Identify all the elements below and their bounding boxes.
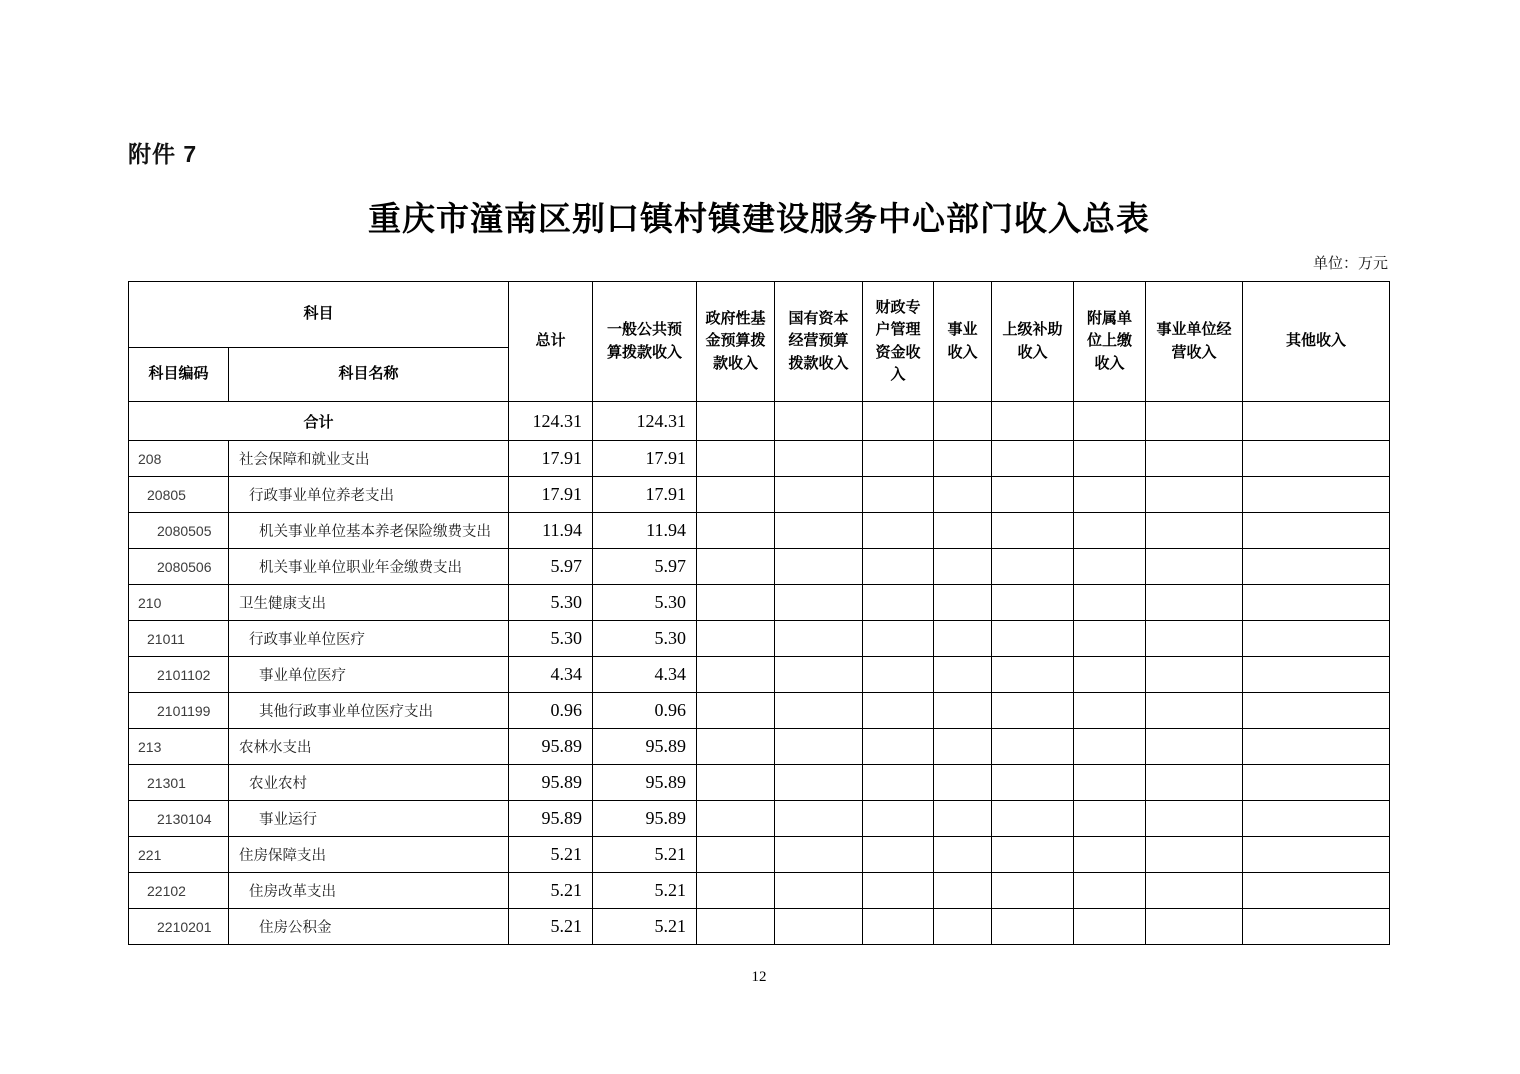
value-cell-0: 5.21 [509,873,593,909]
value-cell-5 [934,477,992,513]
value-cell-4 [863,873,934,909]
value-cell-2 [697,801,775,837]
value-cell-2 [697,585,775,621]
value-cell-1: 4.34 [593,657,697,693]
subject-code-cell: 2101102 [129,657,229,693]
value-cell-6 [992,693,1074,729]
value-cell-1: 95.89 [593,765,697,801]
value-cell-9 [1243,873,1390,909]
header-col-govt-fund-budget: 政府性基金预算拨款收入 [697,282,775,402]
value-cell-1: 11.94 [593,513,697,549]
value-cell-4 [863,765,934,801]
table-row [129,837,1390,873]
page-number: 12 [751,969,767,985]
value-cell-2 [697,477,775,513]
value-cell-9 [1243,513,1390,549]
value-cell-3 [775,513,863,549]
value-cell-2 [697,837,775,873]
value-cell-5 [934,765,992,801]
value-cell-5 [934,801,992,837]
value-cell-7 [1074,873,1146,909]
total-value-cell-8 [1146,402,1243,441]
subject-code-cell: 210 [129,585,229,621]
value-cell-0: 95.89 [509,801,593,837]
value-cell-0: 5.21 [509,837,593,873]
value-cell-6 [992,657,1074,693]
total-row-label: 合计 [129,402,509,441]
value-cell-2 [697,513,775,549]
value-cell-4 [863,441,934,477]
value-cell-2 [697,621,775,657]
table-row [129,477,1390,513]
value-cell-4 [863,837,934,873]
value-cell-1: 0.96 [593,693,697,729]
value-cell-1: 95.89 [593,801,697,837]
value-cell-2 [697,729,775,765]
subject-name-cell: 住房保障支出 [229,837,509,873]
value-cell-6 [992,477,1074,513]
value-cell-8 [1146,621,1243,657]
value-cell-9 [1243,765,1390,801]
value-cell-6 [992,765,1074,801]
table-row [129,909,1390,945]
header-subject-name: 科目名称 [229,348,509,402]
unit-note: 单位：万元 [1312,256,1388,272]
table-row [129,873,1390,909]
header-col-operating-income: 事业收入 [934,282,992,402]
value-cell-5 [934,837,992,873]
value-cell-1: 5.21 [593,837,697,873]
header-col-fiscal-account-funds: 财政专户管理资金收入 [863,282,934,402]
value-cell-9 [1243,441,1390,477]
value-cell-0: 0.96 [509,693,593,729]
subject-code-cell: 2210201 [129,909,229,945]
subject-name-cell: 机关事业单位职业年金缴费支出 [229,549,509,585]
value-cell-8 [1146,801,1243,837]
value-cell-9 [1243,657,1390,693]
value-cell-5 [934,585,992,621]
value-cell-7 [1074,621,1146,657]
value-cell-9 [1243,477,1390,513]
header-col-general-public-budget: 一般公共预算拨款收入 [593,282,697,402]
table-row [129,765,1390,801]
table-row [129,657,1390,693]
subject-code-cell: 213 [129,729,229,765]
subject-code-cell: 20805 [129,477,229,513]
value-cell-5 [934,693,992,729]
value-cell-3 [775,621,863,657]
value-cell-3 [775,873,863,909]
value-cell-7 [1074,909,1146,945]
value-cell-3 [775,801,863,837]
value-cell-4 [863,657,934,693]
value-cell-8 [1146,909,1243,945]
value-cell-1: 95.89 [593,729,697,765]
value-cell-8 [1146,765,1243,801]
value-cell-1: 5.21 [593,873,697,909]
value-cell-5 [934,621,992,657]
value-cell-9 [1243,837,1390,873]
subject-name-cell: 农林水支出 [229,729,509,765]
total-value-cell-6 [992,402,1074,441]
value-cell-2 [697,765,775,801]
value-cell-7 [1074,765,1146,801]
table-row [129,801,1390,837]
attachment-label: 附件 7 [128,141,198,167]
table-row [129,513,1390,549]
value-cell-4 [863,549,934,585]
subject-code-cell: 221 [129,837,229,873]
subject-name-cell: 社会保障和就业支出 [229,441,509,477]
value-cell-3 [775,585,863,621]
value-cell-7 [1074,477,1146,513]
value-cell-7 [1074,801,1146,837]
value-cell-0: 11.94 [509,513,593,549]
value-cell-2 [697,657,775,693]
value-cell-3 [775,657,863,693]
header-row-top [129,282,1390,348]
value-cell-5 [934,513,992,549]
value-cell-9 [1243,909,1390,945]
header-col-other-income: 其他收入 [1243,282,1390,402]
value-cell-0: 17.91 [509,477,593,513]
value-cell-8 [1146,837,1243,873]
table-row [129,729,1390,765]
value-cell-2 [697,873,775,909]
value-cell-8 [1146,585,1243,621]
value-cell-6 [992,729,1074,765]
value-cell-7 [1074,693,1146,729]
value-cell-7 [1074,549,1146,585]
subject-name-cell: 行政事业单位养老支出 [229,477,509,513]
value-cell-8 [1146,549,1243,585]
header-subject-code: 科目编码 [129,348,229,402]
value-cell-1: 5.97 [593,549,697,585]
value-cell-8 [1146,657,1243,693]
total-value-cell-5 [934,402,992,441]
value-cell-9 [1243,729,1390,765]
value-cell-3 [775,693,863,729]
value-cell-8 [1146,873,1243,909]
value-cell-0: 4.34 [509,657,593,693]
header-subject: 科目 [129,282,509,348]
table-row [129,441,1390,477]
value-cell-3 [775,837,863,873]
value-cell-5 [934,441,992,477]
table-row [129,549,1390,585]
value-cell-3 [775,729,863,765]
total-value-cell-1: 124.31 [593,402,697,441]
subject-name-cell: 住房公积金 [229,909,509,945]
value-cell-5 [934,909,992,945]
value-cell-3 [775,549,863,585]
value-cell-8 [1146,477,1243,513]
total-value-cell-0: 124.31 [509,402,593,441]
value-cell-3 [775,909,863,945]
value-cell-1: 5.30 [593,621,697,657]
value-cell-0: 95.89 [509,729,593,765]
value-cell-7 [1074,513,1146,549]
value-cell-1: 17.91 [593,477,697,513]
value-cell-6 [992,585,1074,621]
value-cell-8 [1146,513,1243,549]
value-cell-0: 5.30 [509,585,593,621]
subject-code-cell: 21301 [129,765,229,801]
subject-code-cell: 208 [129,441,229,477]
subject-code-cell: 2080506 [129,549,229,585]
value-cell-2 [697,909,775,945]
value-cell-7 [1074,585,1146,621]
value-cell-9 [1243,585,1390,621]
total-value-cell-4 [863,402,934,441]
value-cell-6 [992,837,1074,873]
value-cell-9 [1243,621,1390,657]
value-cell-0: 5.30 [509,621,593,657]
value-cell-4 [863,477,934,513]
total-value-cell-2 [697,402,775,441]
value-cell-8 [1146,693,1243,729]
subject-name-cell: 事业运行 [229,801,509,837]
value-cell-5 [934,729,992,765]
value-cell-9 [1243,693,1390,729]
value-cell-1: 5.30 [593,585,697,621]
value-cell-6 [992,909,1074,945]
value-cell-3 [775,477,863,513]
value-cell-4 [863,693,934,729]
value-cell-7 [1074,837,1146,873]
value-cell-4 [863,513,934,549]
document-sheet [128,136,1390,986]
table-row [129,693,1390,729]
value-cell-4 [863,729,934,765]
subject-name-cell: 行政事业单位医疗 [229,621,509,657]
subject-name-cell: 事业单位医疗 [229,657,509,693]
value-cell-4 [863,621,934,657]
value-cell-0: 17.91 [509,441,593,477]
header-col-subordinate-remit: 附属单位上缴收入 [1074,282,1146,402]
table-header [129,282,1390,402]
value-cell-6 [992,441,1074,477]
subject-code-cell: 21011 [129,621,229,657]
subject-name-cell: 卫生健康支出 [229,585,509,621]
subject-name-cell: 机关事业单位基本养老保险缴费支出 [229,513,509,549]
value-cell-9 [1243,801,1390,837]
value-cell-5 [934,549,992,585]
value-cell-6 [992,873,1074,909]
subject-name-cell: 住房改革支出 [229,873,509,909]
subject-code-cell: 22102 [129,873,229,909]
value-cell-2 [697,549,775,585]
value-cell-8 [1146,441,1243,477]
value-cell-6 [992,513,1074,549]
value-cell-0: 5.21 [509,909,593,945]
table-body [129,402,1390,945]
value-cell-5 [934,657,992,693]
subject-name-cell: 其他行政事业单位医疗支出 [229,693,509,729]
header-col-business-operating: 事业单位经营收入 [1146,282,1243,402]
income-summary-table [128,281,1390,945]
header-col-state-capital-budget: 国有资本经营预算拨款收入 [775,282,863,402]
value-cell-2 [697,441,775,477]
value-cell-7 [1074,729,1146,765]
value-cell-6 [992,549,1074,585]
subject-code-cell: 2080505 [129,513,229,549]
subject-code-cell: 2130104 [129,801,229,837]
value-cell-1: 5.21 [593,909,697,945]
subject-name-cell: 农业农村 [229,765,509,801]
value-cell-0: 95.89 [509,765,593,801]
value-cell-4 [863,801,934,837]
value-cell-6 [992,801,1074,837]
value-cell-1: 17.91 [593,441,697,477]
value-cell-9 [1243,549,1390,585]
value-cell-8 [1146,729,1243,765]
value-cell-3 [775,765,863,801]
table-row [129,585,1390,621]
value-cell-0: 5.97 [509,549,593,585]
total-value-cell-7 [1074,402,1146,441]
page-title: 重庆市潼南区别口镇村镇建设服务中心部门收入总表 [368,202,1150,238]
subject-code-cell: 2101199 [129,693,229,729]
value-cell-7 [1074,657,1146,693]
value-cell-7 [1074,441,1146,477]
total-row [129,402,1390,441]
value-cell-4 [863,909,934,945]
value-cell-5 [934,873,992,909]
header-col-total: 总计 [509,282,593,402]
total-value-cell-9 [1243,402,1390,441]
value-cell-3 [775,441,863,477]
header-col-superior-subsidy: 上级补助收入 [992,282,1074,402]
value-cell-2 [697,693,775,729]
value-cell-6 [992,621,1074,657]
total-value-cell-3 [775,402,863,441]
value-cell-4 [863,585,934,621]
table-row [129,621,1390,657]
